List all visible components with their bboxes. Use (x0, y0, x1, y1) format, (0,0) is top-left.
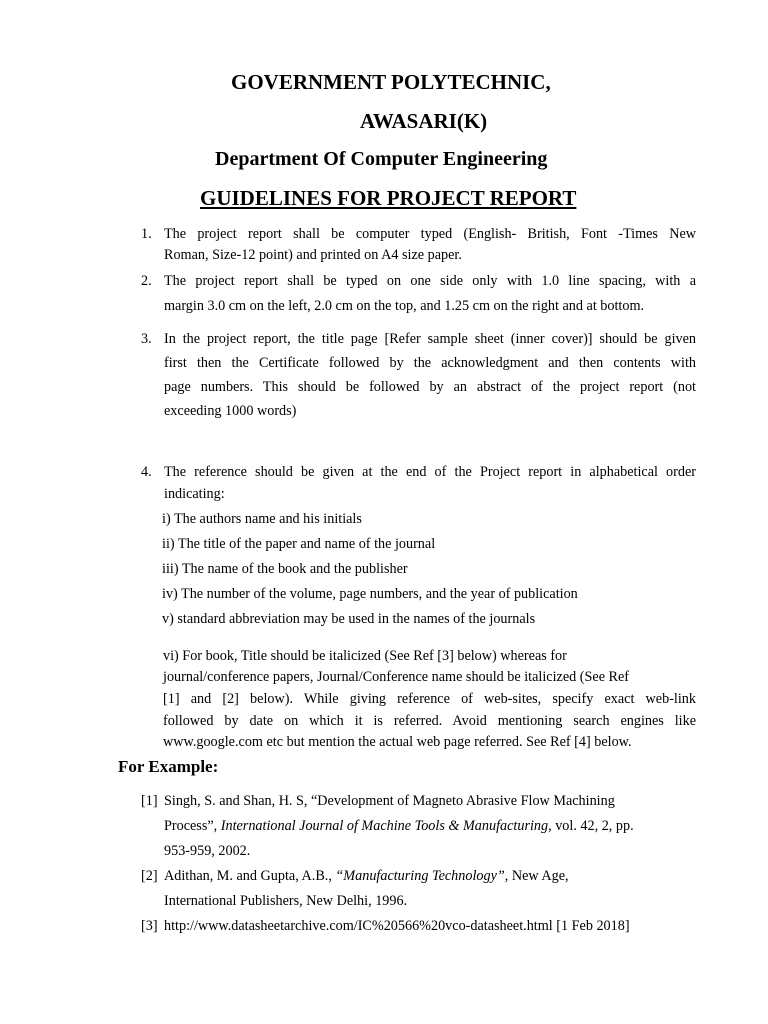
book-title: “Manufacturing Technology” (335, 868, 505, 884)
item-number: 2. (141, 273, 152, 289)
institution-location: AWASARI(K) (360, 109, 488, 133)
item-text: margin 3.0 cm on the left, 2.0 cm on the top, and 1.25 cm on the right and at bottom. (164, 298, 645, 314)
sub-item-vi-text: followed by date on which it is referred. Avoid mentioning search engines like (163, 713, 696, 729)
reference-text: Process”, International Journal of Machine Tools & Manufacturing, vol. 42, 2, pp. (164, 818, 634, 834)
item-text: In the project report, the title page [Refer sample sheet (inner cover)] should be given (164, 331, 696, 347)
reference-label: [1] (141, 793, 158, 809)
item-number: 1. (141, 226, 152, 242)
department-name: Department Of Computer Engineering (215, 148, 548, 170)
sub-item: ii) The title of the paper and name of the journal (162, 536, 436, 552)
sub-item: iii) The name of the book and the publisher (162, 561, 408, 577)
item-text: indicating: (164, 486, 225, 502)
reference-text: International Publishers, New Delhi, 1996. (164, 893, 408, 909)
item-number: 4. (141, 464, 152, 480)
item-text: exceeding 1000 words) (164, 403, 297, 419)
reference-label: [2] (141, 868, 158, 884)
item-text: The reference should be given at the end of the Project report in alphabetical order (164, 464, 696, 480)
reference-link[interactable]: http://www.datasheetarchive.com/IC%20566%20vco-datasheet.html [1 Feb 2018] (164, 918, 630, 934)
item-text: first then the Certificate followed by the acknowledgment and then contents with (164, 355, 696, 371)
journal-title: International Journal of Machine Tools & Manufacturing (220, 818, 549, 834)
page-title: GUIDELINES FOR PROJECT REPORT (200, 186, 577, 210)
institution-name: GOVERNMENT POLYTECHNIC, (231, 70, 551, 94)
sub-item-vi-text: www.google.com etc but mention the actual web page referred. See Ref [4] below. (163, 734, 632, 750)
item-text: The project report shall be typed on one side only with 1.0 line spacing, with a (164, 273, 696, 289)
item-text: page numbers. This should be followed by an abstract of the project report (not (164, 379, 696, 395)
reference-text: Adithan, M. and Gupta, A.B., “Manufacturing Technology”, New Age, (164, 868, 569, 884)
reference-text: 953-959, 2002. (164, 843, 251, 859)
example-heading: For Example: (118, 757, 219, 776)
item-text: The project report shall be computer typed (English- British, Font -Times New (164, 226, 696, 242)
sub-item-vi-text: [1] and [2] below). While giving reference of web-sites, specify exact web-link (163, 691, 696, 707)
sub-item: v) standard abbreviation may be used in the names of the journals (162, 611, 536, 627)
sub-item-vi-text: journal/conference papers, Journal/Conference name should be italicized (See Ref (163, 669, 630, 685)
reference-label: [3] (141, 918, 158, 934)
sub-item: iv) The number of the volume, page numbers, and the year of publication (162, 586, 578, 602)
sub-item: i) The authors name and his initials (162, 511, 362, 527)
item-text: Roman, Size-12 point) and printed on A4 size paper. (164, 247, 462, 263)
sub-item-vi-text: vi) For book, Title should be italicized (See Ref [3] below) whereas for (163, 648, 567, 664)
item-number: 3. (141, 331, 152, 347)
reference-text: Singh, S. and Shan, H. S, “Development of Magneto Abrasive Flow Machining (164, 793, 615, 809)
